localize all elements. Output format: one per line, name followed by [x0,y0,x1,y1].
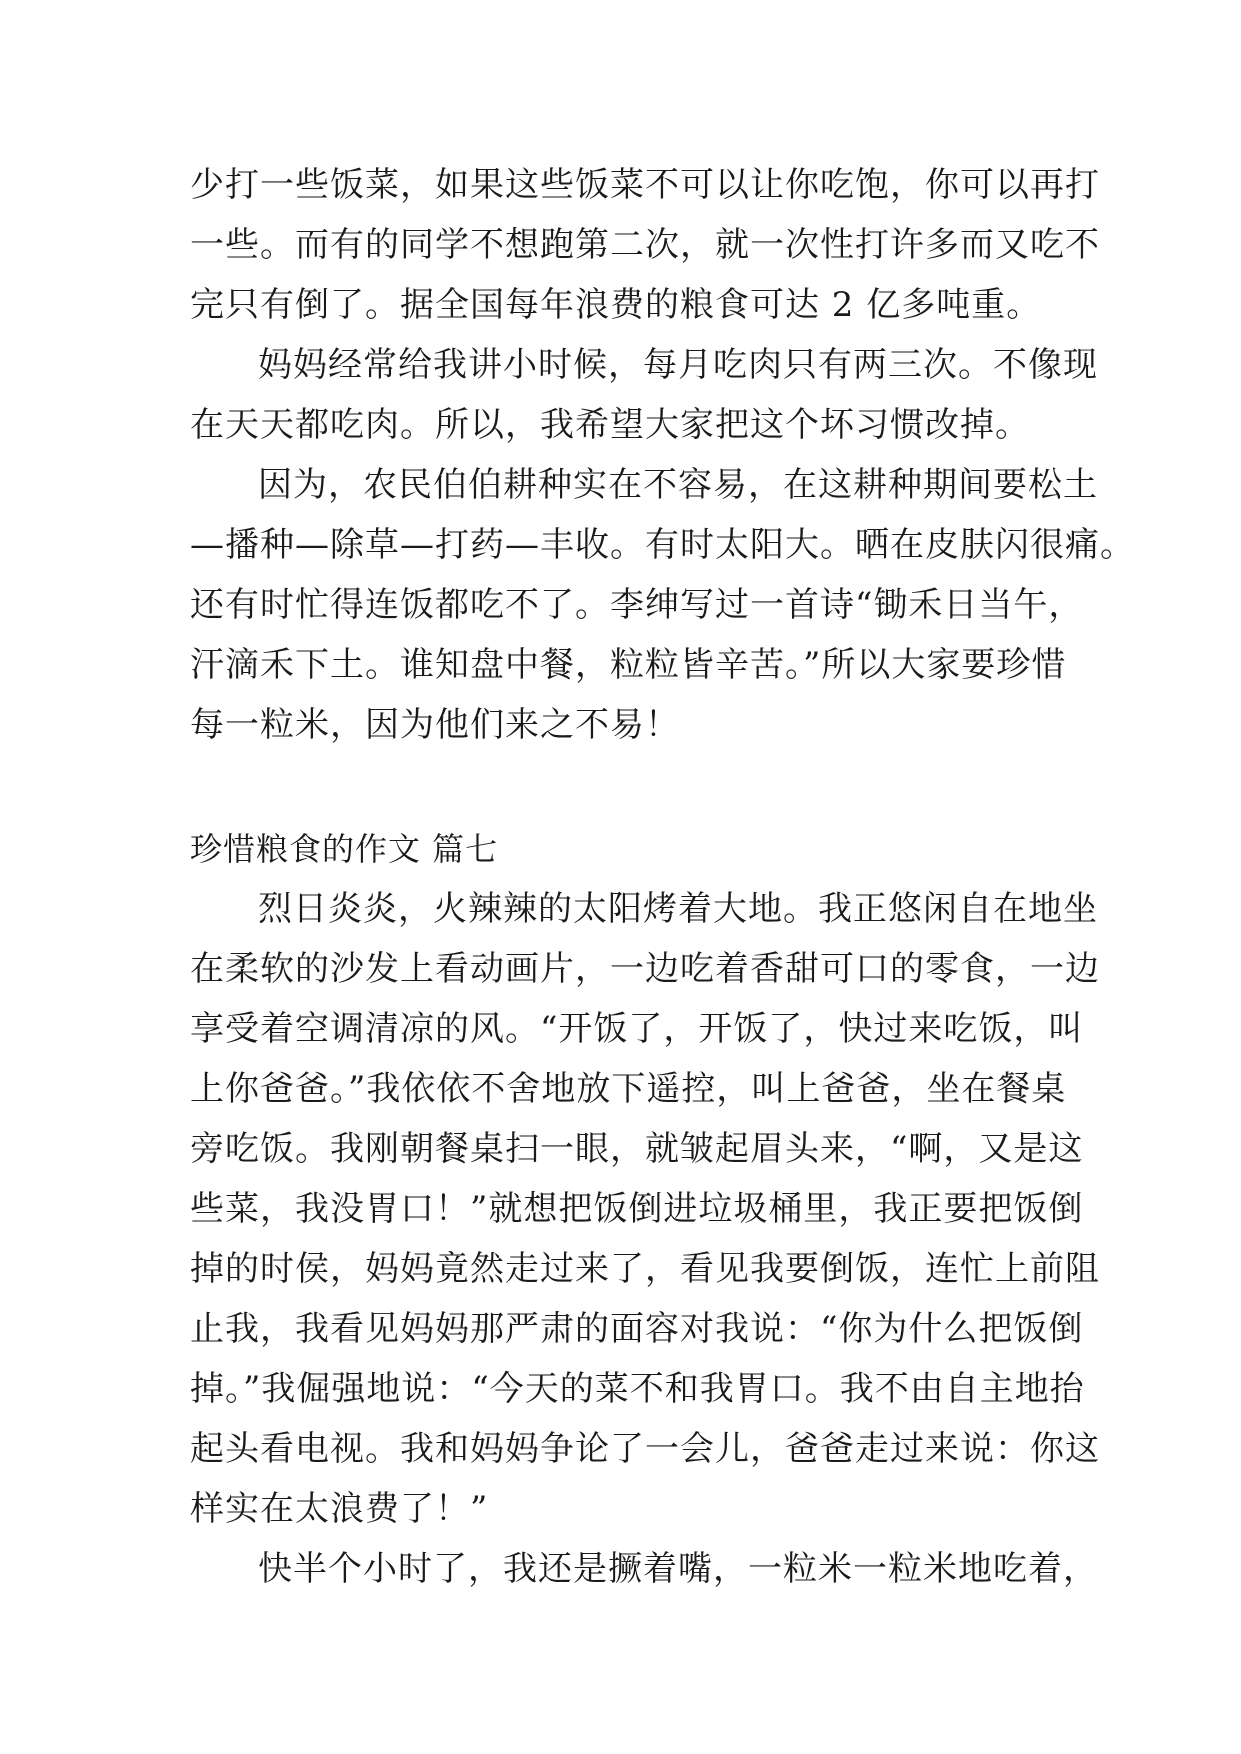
text-line: 掉的时侯，妈妈竟然走过来了，看见我要倒饭，连忙上前阻 [190,1249,1100,1289]
paragraph-2 [190,335,1098,455]
text-line: 在天天都吃肉。所以，我希望大家把这个坏习惯改掉。 [190,405,1030,445]
text-line: 上你爸爸。”我依依不舍地放下遥控，叫上爸爸，坐在餐桌 [190,1069,1067,1109]
text-line: 些菜，我没胃口！”就想把饭倒进垃圾桶里，我正要把饭倒 [190,1189,1084,1229]
text-line: 样实在太浪费了！” [190,1489,489,1529]
document-page [190,155,1135,1599]
text-line: 一些。而有的同学不想跑第二次，就一次性打许多而又吃不 [190,225,1100,265]
section-heading: 珍惜粮食的作文 篇七 [190,830,499,868]
text-line: 快半个小时了，我还是撅着嘴，一粒米一粒米地吃着， [258,1549,1098,1589]
text-line: 在柔软的沙发上看动画片，一边吃着香甜可口的零食，一边 [190,949,1100,989]
text-line: 妈妈经常给我讲小时候，每月吃肉只有两三次。不像现 [258,345,1098,385]
text-line: 掉。”我倔强地说：“今天的菜不和我胃口。我不由自主地抬 [190,1369,1085,1409]
text-line: 少打一些饭菜，如果这些饭菜不可以让你吃饱，你可以再打 [190,165,1100,205]
text-line: 起头看电视。我和妈妈争论了一会儿，爸爸走过来说：你这 [190,1429,1100,1469]
text-line: 汗滴禾下土。谁知盘中餐，粒粒皆辛苦。”所以大家要珍惜 [190,645,1067,685]
text-line: 还有时忙得连饭都吃不了。李绅写过一首诗“锄禾日当午， [190,585,1084,625]
text-line: 因为，农民伯伯耕种实在不容易，在这耕种期间要松土 [258,465,1098,505]
paragraph-3 [190,455,1135,755]
text-line: —播种—除草—打药—丰收。有时太阳大。晒在皮肤闪很痛。 [190,525,1135,565]
text-line: 享受着空调清凉的风。“开饭了，开饭了，快过来吃饭，叫 [190,1009,1084,1049]
text-line: 烈日炎炎，火辣辣的太阳烤着大地。我正悠闲自在地坐 [258,889,1098,929]
text-line: 每一粒米，因为他们来之不易！ [190,705,680,745]
paragraph-5 [190,1539,1098,1599]
section-spacer [190,755,1060,819]
text-line: 完只有倒了。据全国每年浪费的粮食可达 2 亿多吨重。 [190,285,1042,325]
text-line: 止我，我看见妈妈那严肃的面容对我说：“你为什么把饭倒 [190,1309,1084,1349]
text-line: 旁吃饭。我刚朝餐桌扫一眼，就皱起眉头来，“啊，又是这 [190,1129,1084,1169]
paragraph-4 [190,879,1100,1539]
paragraph-1 [190,155,1100,335]
